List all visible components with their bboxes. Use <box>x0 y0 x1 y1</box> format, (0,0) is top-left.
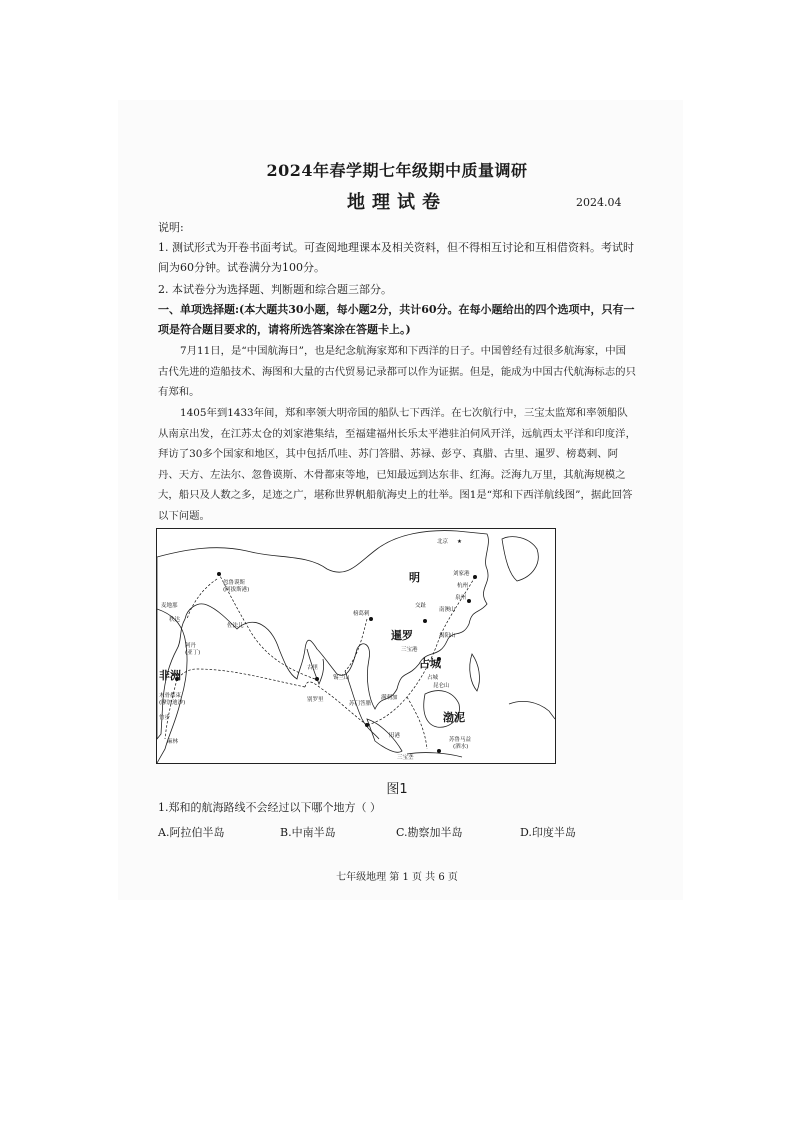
map-place-aden-en: (亚丁) <box>185 650 201 656</box>
map-place-malacca: 满剌加 <box>381 695 398 701</box>
map-place-sumatra: 苏门答腊 <box>349 701 372 707</box>
route-to-africa <box>177 669 305 687</box>
section-heading: 一、单项选择题:(本大题共30小题，每小题2分，共计60分。在每小题给出的四个选项中，只有一项是符合题目要求的，请将所选答案涂在答题卡上。) <box>158 303 635 336</box>
map-label-siam: 暹罗 <box>391 629 413 642</box>
instruction-1: 1. 测试形式为开卷书面考试。可查阅地理课本及相关资料，但不得相互讨论和互相借资料。考试时间为60分钟。试卷满分为100分。 <box>158 241 634 274</box>
map-place-hangzhou: 杭州 <box>457 583 469 589</box>
page-footer: 七年级地理 第 1 页 共 6 页 <box>336 872 458 883</box>
route-east-africa <box>165 679 177 739</box>
map-place-sanbaogang: 三宝港 <box>401 647 418 653</box>
figure-caption: 图1 <box>386 782 408 797</box>
dot-surabaya <box>437 749 441 753</box>
question-1-stem: 1.郑和的航海路线不会经过以下哪个地方（ ） <box>158 801 381 814</box>
instruction-2: 2. 本试卷分为选择题、判断题和综合题三部分。 <box>158 283 392 296</box>
map-label-brunei: 渤泥 <box>443 711 465 724</box>
option-a[interactable]: A.阿拉伯半岛 <box>158 826 225 839</box>
map-label-africa: 非洲 <box>159 669 181 682</box>
map-place-bieluoli: 别罗里 <box>307 697 324 703</box>
instructions-label: 说明: <box>158 221 184 234</box>
map-place-guli: 古里 <box>307 665 319 671</box>
route-map-svg <box>157 529 555 763</box>
map-place-surabaya: 苏鲁马益 <box>449 737 472 743</box>
dot-guli <box>315 677 319 681</box>
map-label-ming: 明 <box>409 571 420 584</box>
dot-malacca <box>365 723 369 727</box>
map-place-zuofaer: 佐法儿 <box>227 623 244 629</box>
option-c[interactable]: C.勘察加半岛 <box>396 826 463 839</box>
exam-title: 2024年春学期七年级期中质量调研 <box>266 161 528 180</box>
map-place-medina: 麦地那 <box>161 603 178 609</box>
map-place-abbas: (阿拔斯港) <box>223 587 250 593</box>
map-place-hormuz: 忽鲁谟斯 <box>223 580 246 586</box>
dot-bengal <box>369 617 373 621</box>
exam-subtitle: 地理试卷 <box>347 192 447 213</box>
map-place-jiugang: 旧港 <box>389 733 401 739</box>
japan-korea-outline <box>502 537 538 581</box>
map-place-bengal: 榜葛剌 <box>353 611 370 617</box>
map-place-sanbaolong: 三宝垄 <box>397 755 414 761</box>
map-place-jiaozhi: 交趾 <box>415 603 427 609</box>
map-place-nanaoshan: 南澳山 <box>439 607 456 613</box>
route-red-sea <box>187 579 217 619</box>
map-place-xilanshan: 锡兰山 <box>333 675 350 681</box>
exam-date: 2024.04 <box>576 196 622 209</box>
new-guinea-outline <box>509 701 555 719</box>
dot-liujiagang <box>473 575 477 579</box>
map-place-mugudushu: 木骨都束 <box>159 693 182 699</box>
map-place-malin: 麻林 <box>167 739 179 745</box>
map-place-kunlunshan: 昆仑山 <box>433 683 450 689</box>
map-place-beijing: 北京 <box>437 539 449 545</box>
map-place-mogadishu: (摩加迪沙) <box>159 700 186 706</box>
map-place-aden: 阿丹 <box>185 643 197 649</box>
passage-paragraph-1: 7月11日，是“中国航海日”，也是纪念航海家郑和下西洋的日子。中国曾经有过很多航海家，中国古代先进的造船技术、海图和大量的古代贸易记录都可以作为证据。但是，能成为中国古代航海标志的只有郑和。 <box>158 345 636 399</box>
passage-paragraph-2: 1405年到1433年间，郑和率领大明帝国的船队七下西洋。在七次航行中，三宝太监郑和率领船队从南京出发，在江苏太仓的刘家港集结，至福建福州长乐太平港驻泊伺风开洋，远航西太平洋和印度洋，拜访了30多个国家和地区，其中包括爪哇、苏门答腊、苏禄、彭亨、真腊、古里、暹罗、榜葛剌、阿丹、天方、左法尔、忽鲁谟斯、木骨都束等地，已知最远到达东非、红海。泛海九万里，其航海规模之大，船只及人数之多，足迹之广，堪称世界帆船航海史上的壮举。图1是“郑和下西洋航线图”，据此回答以下问题。 <box>158 407 636 522</box>
map-place-quanzhou: 泉州 <box>455 595 467 601</box>
map-place-jidda: 秩达 <box>169 617 181 623</box>
map-place-jieyangshan: 揭阳山 <box>439 633 456 639</box>
route-bengal <box>345 619 367 671</box>
map-place-liujiagang: 刘家港 <box>453 571 470 577</box>
dot-hormuz <box>217 572 221 576</box>
map-place-zhancheng: 占城 <box>427 675 439 681</box>
star-icon: ★ <box>457 539 462 545</box>
zhenghe-route-map <box>156 528 556 764</box>
dot-jiaozhi <box>423 619 427 623</box>
map-label-champa: 占城 <box>419 657 441 670</box>
option-b[interactable]: B.中南半岛 <box>280 826 336 839</box>
philippines-island <box>470 654 480 691</box>
map-place-sishui: (泗水) <box>453 744 469 750</box>
dot-quanzhou <box>467 599 471 603</box>
map-place-zhubu: 竹步 <box>159 715 171 721</box>
java-island <box>407 753 462 757</box>
option-d[interactable]: D.印度半岛 <box>520 826 576 839</box>
